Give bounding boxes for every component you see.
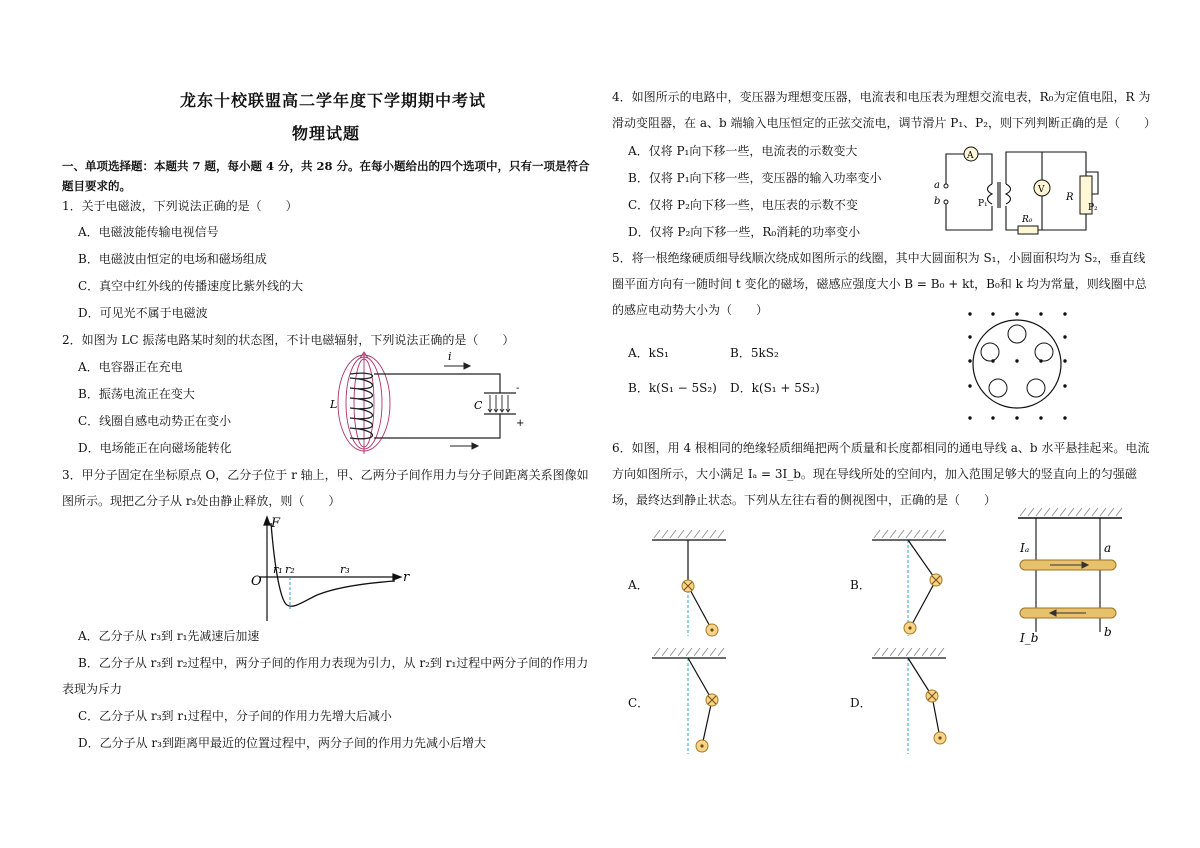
- capacitor-minus: -: [516, 383, 520, 394]
- q6-choice-d-label: D．: [850, 696, 872, 710]
- q2-option-d: D．电场能正在向磁场能转化: [78, 441, 232, 455]
- terminal-a: [944, 184, 948, 188]
- q4-option-c: C．仅将 P₂向下移一些，电压表的示数不变: [628, 198, 858, 212]
- q2-option-a: A．电容器正在充电: [78, 360, 183, 374]
- q1-option-c: C．真空中红外线的传播速度比紫外线的大: [78, 279, 304, 293]
- q6-stem: 6．如图，用 4 根相同的绝缘轻质细绳把两个质量和长度都相同的通电导线 a、b 水平悬挂起来。电流方向如图所示，大小满足 Iₐ = 3I_b。现在导线所处的空间内，加入范围足够大的竖直向上的匀强磁场，最终达到静止状态。下列从左往右看的侧视图中，正确的是（ ）: [612, 441, 1150, 507]
- transformer-coils: [988, 182, 1011, 208]
- q6-choice-d-figure[interactable]: [870, 644, 950, 760]
- inductor-label: L: [330, 398, 338, 411]
- q5-option-c: B．k(S₁ − 5S₂): [628, 381, 717, 395]
- q6-choice-b-label: B．: [850, 578, 871, 592]
- lc-wires: [374, 374, 516, 438]
- q6-choice-a-figure[interactable]: [650, 526, 730, 642]
- inductor-coil: [350, 373, 373, 439]
- q3-option-c: C．乙分子从 r₃到 r₁过程中，分子间的作用力先增大后减小: [78, 709, 392, 723]
- r2-label: r₂: [285, 563, 295, 576]
- r3-label: r₃: [340, 563, 350, 576]
- current-arrows: [444, 363, 478, 449]
- r-label: R: [1066, 192, 1074, 203]
- q3-option-d: D．乙分子从 r₃到距离甲最近的位置过程中，两分子间的作用力先减小后增大: [78, 736, 486, 750]
- q5-stem: 5．将一根绝缘硬质细导线顺次绕成如图所示的线圈，其中大圆面积为 S₁，小圆面积均为 S₂，垂直线圈平面方向有一随时间 t 变化的磁场，磁感应强度大小 B = B₀ + kt，B₀和 k 均为常量，则线圈中总的感应电动势大小为（ ）: [612, 251, 1147, 317]
- section-heading: 一、单项选择题：本题共 7 题，每小题 4 分，共 28 分。在每小题给出的四个选项中，只有一项是符合题目要求的。: [62, 159, 590, 193]
- wire-a-label: a: [1104, 541, 1112, 555]
- a-label: a: [934, 180, 940, 191]
- lc-circuit-figure: [320, 348, 530, 458]
- exam-title: 龙东十校联盟高二学年度下学期期中考试: [180, 91, 487, 110]
- q3-option-a: A．乙分子从 r₃到 r₁先减速后加速: [78, 629, 260, 643]
- p2-label: P₂: [1088, 203, 1098, 213]
- q5-option-a: A．kS₁: [628, 346, 669, 360]
- capacitor-plus: +: [516, 418, 525, 429]
- coil-figure: [962, 306, 1074, 426]
- q2-option-c: C．线圈自感电动势正在变小: [78, 414, 232, 428]
- r1-label: r₁: [273, 563, 283, 576]
- wire-b-label: b: [1104, 625, 1112, 639]
- q6-choice-b-figure[interactable]: [870, 526, 950, 642]
- q3-option-b: B．乙分子从 r₃到 r₂过程中，两分子间的作用力表现为引力，从 r₂到 r₁过程中两分子间的作用力表现为斥力: [62, 656, 589, 696]
- q1-option-b: B．电磁波由恒定的电场和磁场组成: [78, 252, 267, 266]
- capacitor-label: C: [474, 399, 483, 412]
- q3-stem: 3．甲分子固定在坐标原点 O，乙分子位于 r 轴上，甲、乙两分子间作用力与分子间距离关系图像如图所示。现把乙分子从 r₃处由静止释放，则（ ）: [62, 468, 589, 508]
- fixed-resistor-icon: [1018, 226, 1038, 234]
- large-loop: [973, 320, 1061, 408]
- q4-option-b: B．仅将 P₁向下移一些，变压器的输入功率变小: [628, 171, 882, 185]
- q6-choice-a-label: A．: [628, 578, 649, 592]
- transformer-circuit-figure: [928, 144, 1096, 242]
- force-distance-figure: [237, 513, 417, 625]
- q2-option-b: B．振荡电流正在变大: [78, 387, 195, 401]
- origin-label: O: [251, 574, 262, 589]
- p1-label: P₁: [978, 199, 988, 209]
- q6-choice-c-figure[interactable]: [650, 644, 730, 760]
- q4-stem: 4．如图所示的电路中，变压器为理想变压器，电流表和电压表为理想交流电表，R₀为定值电阻，R 为滑动变阻器，在 a、b 端输入电压恒定的正弦交流电，调节滑片 P₁、P₂，则下列判断正确的是（ ）: [612, 90, 1157, 130]
- r0-label: R₀: [1022, 215, 1033, 225]
- r-axis-label: r: [403, 570, 410, 585]
- q5-option-b: B．5kS₂: [730, 346, 779, 360]
- exam-subtitle: 物理试题: [292, 124, 361, 143]
- b-label: b: [934, 196, 941, 207]
- q4-option-d: D．仅将 P₂向下移一些，R₀消耗的功率变小: [628, 225, 861, 239]
- capacitor-field: [488, 395, 510, 412]
- ammeter-label: A: [967, 151, 974, 161]
- q1-stem: 1．关于电磁波，下列说法正确的是（ ）: [62, 199, 298, 213]
- q2-stem: 2．如图为 LC 振荡电路某时刻的状态图，不计电磁辐射，下列说法正确的是（ ）: [62, 333, 515, 347]
- field-dots: [968, 312, 1066, 419]
- terminal-b: [944, 200, 948, 204]
- q1-option-d: D．可见光不属于电磁波: [78, 306, 208, 320]
- hanging-wires-figure: [1008, 504, 1132, 654]
- voltmeter-label: V: [1038, 185, 1045, 195]
- q6-choice-c-label: C．: [628, 696, 650, 710]
- ia-label: Iₐ: [1020, 541, 1030, 555]
- f-axis-label: F: [271, 516, 281, 531]
- q5-option-d: D．k(S₁ + 5S₂): [730, 381, 820, 395]
- q1-option-a: A．电磁波能传输电视信号: [78, 225, 219, 239]
- ib-label: I_b: [1020, 631, 1039, 645]
- q4-option-a: A．仅将 P₁向下移一些，电流表的示数变大: [628, 144, 858, 158]
- current-label: i: [448, 350, 452, 363]
